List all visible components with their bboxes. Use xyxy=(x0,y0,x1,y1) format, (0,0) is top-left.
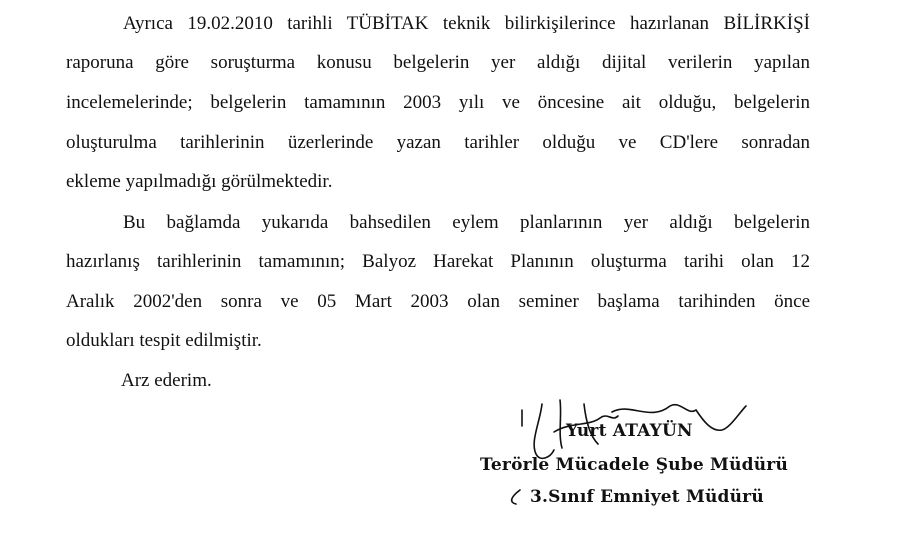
paragraph-2-line-2: hazırlanış tarihlerinin tamamının; Balyoz Harekat Planının oluşturma tarihi olan 12 xyxy=(66,251,810,272)
paragraph-1-line-1: Ayrıca 19.02.2010 tarihli TÜBİTAK teknik bilirkişilerince hazırlanan BİLİRKİŞİ xyxy=(123,13,810,34)
paragraph-2-line-4: oldukları tespit edilmiştir. xyxy=(66,330,262,351)
paragraph-1-line-2: raporuna göre soruşturma konusu belgelerin yer aldığı dijital verilerin yapılan xyxy=(66,52,810,73)
signer-name: Yurt ATAYÜN xyxy=(566,421,693,441)
paragraph-1-line-3: incelemelerinde; belgelerin tamamının 2003 yılı ve öncesine ait olduğu, belgelerin xyxy=(66,92,810,113)
signer-title: Terörle Mücadele Şube Müdürü xyxy=(480,455,788,475)
paragraph-1-line-4: oluşturulma tarihlerinin üzerlerinde yazan tarihler olduğu ve CD'lere sonradan xyxy=(66,132,810,153)
paragraph-2-line-1: Bu bağlamda yukarıda bahsedilen eylem planlarının yer aldığı belgelerin xyxy=(123,212,810,233)
paragraph-2-line-3: Aralık 2002'den sonra ve 05 Mart 2003 olan seminer başlama tarihinden önce xyxy=(66,291,810,312)
paragraph-1-line-5: ekleme yapılmadığı görülmektedir. xyxy=(66,171,333,192)
signer-rank: 3.Sınıf Emniyet Müdürü xyxy=(530,487,764,507)
closing-text: Arz ederim. xyxy=(121,370,212,391)
